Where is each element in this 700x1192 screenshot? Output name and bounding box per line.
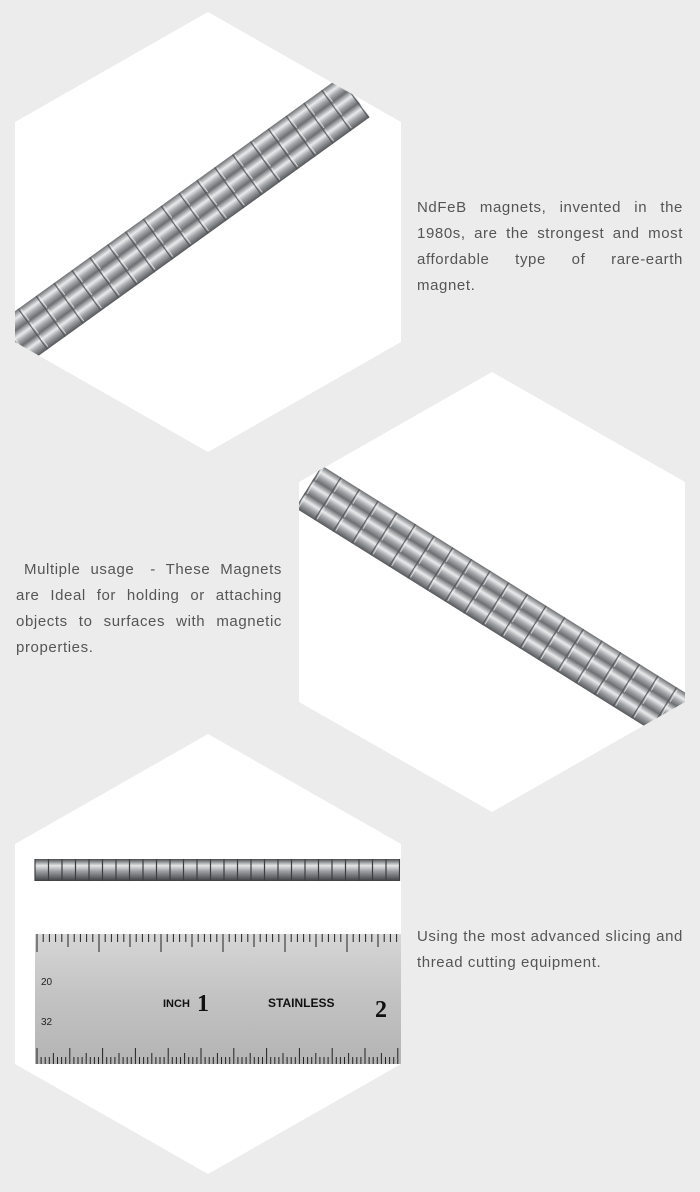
ruler-brand-text: STAINLESS xyxy=(268,996,335,1010)
product-image-card-2 xyxy=(299,372,685,812)
product-image-card-3 xyxy=(15,734,401,1174)
magnet-rod-with-ruler-image xyxy=(15,734,401,1174)
magnet-row xyxy=(19,102,370,362)
ruler-inch-text: INCH xyxy=(163,998,190,1010)
ruler-label-32: 32 xyxy=(41,1017,53,1028)
caption-slicing: Using the most advanced slicing and thread cutting equipment. xyxy=(417,928,683,971)
product-image-card-1 xyxy=(15,12,401,452)
ruler-number-1: 1 xyxy=(197,991,209,1017)
magnet-row xyxy=(304,479,685,729)
caption-lead: Multiple usage xyxy=(24,561,135,578)
caption-multiple-usage xyxy=(16,557,282,661)
ruler-number-2: 2 xyxy=(375,997,387,1023)
magnet-row xyxy=(299,493,681,743)
magnet-rods-diagonal-image xyxy=(299,372,685,812)
ruler-label-20: 20 xyxy=(41,977,53,988)
magnet-rods-diagonal-image xyxy=(15,12,401,452)
caption-ndfeb: NdFeB magnets, invented in the 1980s, are the strongest and most affordable type of rare-earth magnet. xyxy=(417,199,683,294)
ruler-body xyxy=(35,934,401,1064)
magnet-row xyxy=(15,89,361,349)
caption-body: - These Magnets are Ideal for holding or attaching objects to surfaces with magnetic properties. xyxy=(16,561,282,656)
